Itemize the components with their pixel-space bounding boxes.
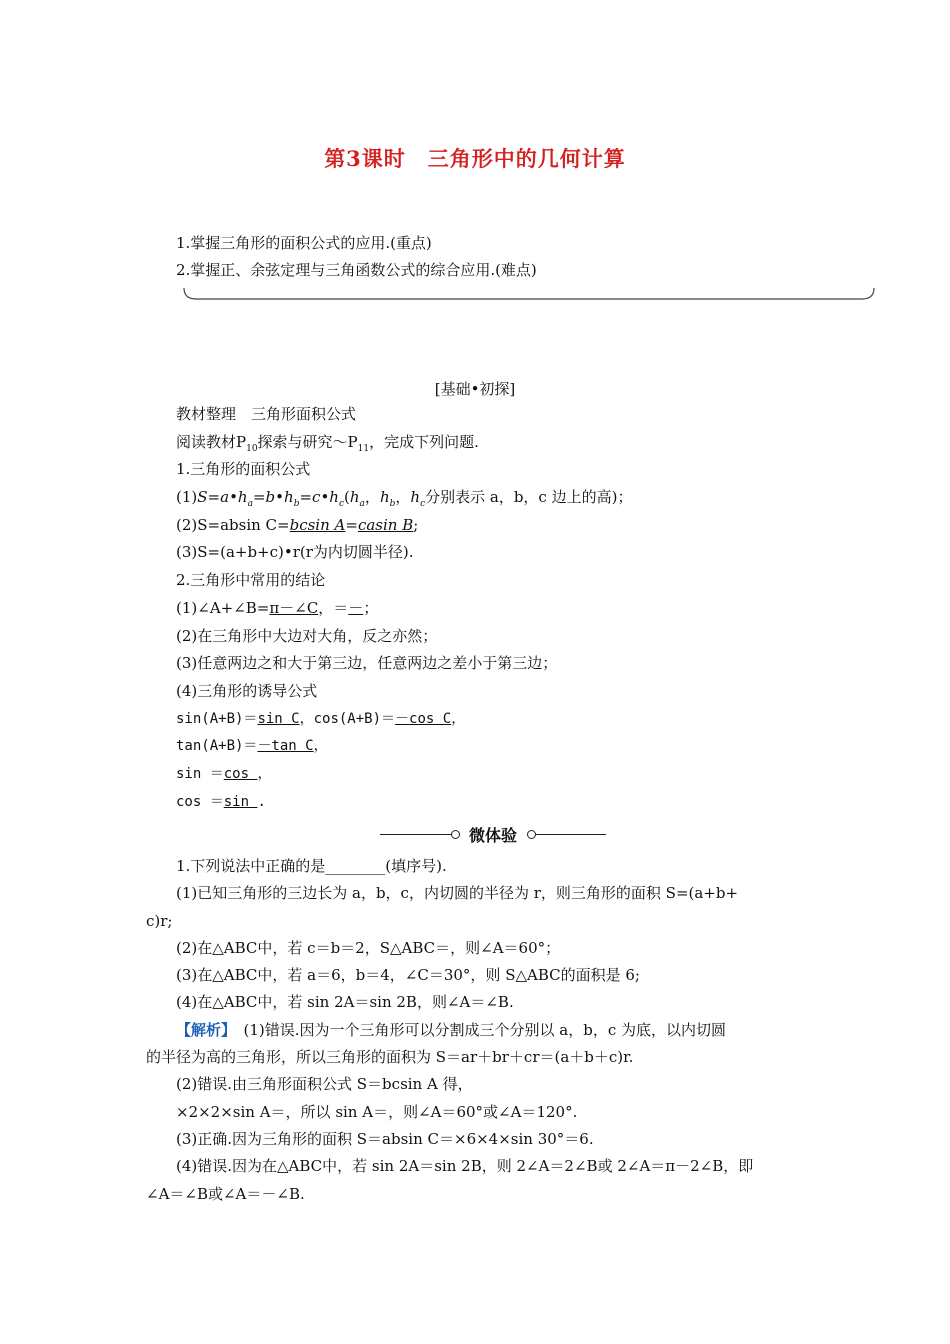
analysis: (4)错误.因为在△ABC中，若 sin 2A＝sin 2B，则 2∠A＝2∠B或 2∠A＝π－2∠B，即 (176, 1157, 754, 1176)
formula-sine: (2)S=absin C=bcsin A=casin B; (176, 515, 419, 534)
objective-item: 2.掌握正、余弦定理与三角函数公式的综合应用.(难点) (176, 261, 537, 279)
analysis-continued: ∠A＝∠B或∠A＝－∠B. (146, 1184, 305, 1203)
page-title: 第3课时 三角形中的几何计算 (324, 146, 626, 171)
divider (380, 834, 452, 835)
topic-heading: 教材整理 三角形面积公式 (176, 405, 357, 423)
identity-sin-half: sin ＝cos ， (176, 765, 272, 782)
objectives-bracket (182, 287, 876, 301)
conclusion-side-angle: (2)在三角形中大边对大角，反之亦然； (176, 626, 438, 645)
textbook-summary (176, 401, 816, 816)
conclusion-angle-sum: (1)∠A+∠B=π－∠C，＝－； (176, 598, 379, 617)
conclusion-induction-formulas: (4)三角形的诱导公式 (176, 681, 318, 700)
identity-sin-sum: sin(A+B)＝sin C，cos(A+B)＝－cos C， (176, 710, 466, 727)
micro-practice-title: 微体验 (468, 826, 517, 845)
analysis-continued: 的半径为高的三角形，所以三角形的面积为 S＝ar＋br＋cr＝(a＋b＋c)r. (146, 1048, 634, 1067)
identity-tan-sum: tan(A+B)＝－tan C， (176, 738, 328, 755)
statement: (4)在△ABC中，若 sin 2A＝sin 2B，则∠A＝∠B. (176, 993, 514, 1012)
statement-continued: c)r; (146, 911, 173, 930)
question: 1.下列说法中正确的是________(填序号). (176, 857, 447, 875)
statement: (3)在△ABC中，若 a＝6，b＝4，∠C＝30°，则 S△ABC的面积是 6; (176, 966, 640, 985)
reading-instruction: 阅读教材$P_{10}$探索与研究$\sim P_{11}$，完成下列问题. (176, 432, 479, 454)
exercise-section (146, 853, 810, 1208)
divider (535, 834, 606, 835)
statement: (2)在△ABC中，若 c＝b＝2，S△ABC＝，则∠A＝60°； (176, 938, 561, 957)
analysis: ×2×2×sin A＝，所以 sin A＝，则∠A＝60°或∠A＝120°. (176, 1102, 578, 1121)
micro-practice-header (380, 823, 606, 847)
statement: (1)已知三角形的三边长为 a，b，c，内切圆的半径为 r，则三角形的面积 S=(a+b+ (176, 884, 739, 903)
identity-cos-half: cos ＝sin . (176, 793, 266, 810)
analysis-tag: 【解析】 (176, 1020, 229, 1039)
bullet-icon (451, 830, 460, 839)
analysis: (2)错误.由三角形面积公式 S＝bcsin A 得， (176, 1075, 473, 1094)
objective-item: 1.掌握三角形的面积公式的应用.(重点) (176, 234, 432, 252)
formula-inradius: (3)S=(a+b+c)•r(r为内切圆半径). (176, 543, 414, 562)
conclusion-triangle-inequality: (3)任意两边之和大于第三边，任意两边之差小于第三边； (176, 654, 558, 673)
heading-conclusions: 2.三角形中常用的结论 (176, 571, 326, 590)
formula-height: $(1)S=a•h_a=b•h_b=c•h_c(h_a$，$h_b$，$h_c$分别表示 a，b，c 边上的高)； (176, 488, 633, 510)
heading-area-formula: 1.三角形的面积公式 (176, 460, 311, 479)
learning-objectives (176, 230, 537, 284)
analysis: 【解析】 (1)错误.因为一个三角形可以分割成三个分别以 a，b，c 为底，以内切圆 (176, 1020, 727, 1039)
analysis: (3)正确.因为三角形的面积 S＝absin C＝×6×4×sin 30°＝6. (176, 1129, 594, 1148)
section-label: [基础•初探] (434, 380, 516, 398)
